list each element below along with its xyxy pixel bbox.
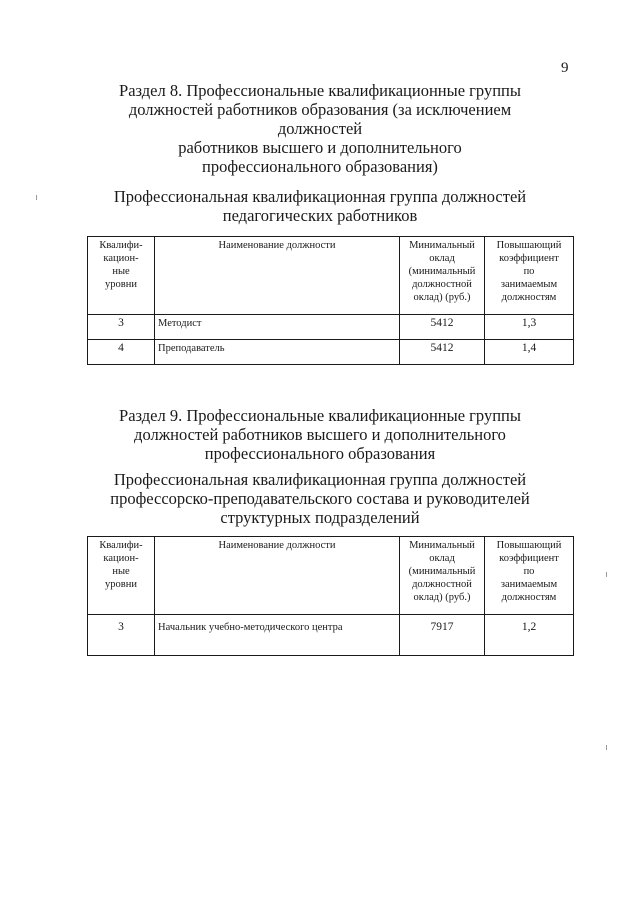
- section-9-table: [87, 536, 574, 656]
- section-8-title-line: должностей работников образования (за исключением должностей: [128, 100, 512, 138]
- header-coefficient: Повышающий коэффициент по занимаемым должностям: [485, 537, 574, 615]
- section-9-group-title-line: Профессиональная квалификационная группа должностей: [113, 470, 527, 489]
- cell-position: Начальник учебно-методического центра: [155, 615, 400, 656]
- header-position: Наименование должности: [155, 537, 400, 615]
- cell-level: 3: [88, 615, 155, 656]
- cell-coefficient: 1,4: [485, 340, 574, 365]
- cell-position: Методист: [155, 315, 400, 340]
- section-8-group-title-line: Профессиональная квалификационная группа должностей: [113, 187, 527, 206]
- scan-mark: [36, 195, 37, 200]
- cell-salary: 5412: [400, 315, 485, 340]
- section-9-title-line: должностей работников высшего и дополнительного: [134, 425, 506, 444]
- cell-salary: 5412: [400, 340, 485, 365]
- table-row: [88, 315, 574, 340]
- cell-level: 4: [88, 340, 155, 365]
- section-9-title: [90, 406, 550, 463]
- section-8-table: [87, 236, 574, 365]
- cell-position: Преподаватель: [155, 340, 400, 365]
- section-9-group-title-line: профессорско-преподавательского состава и руководителей: [110, 489, 530, 508]
- header-level: Квалифи- кацион- ные уровни: [88, 537, 155, 615]
- table-row: [88, 340, 574, 365]
- section-8-group-title-line: педагогических работников: [222, 206, 418, 225]
- scan-mark: [606, 572, 607, 577]
- header-position: Наименование должности: [155, 237, 400, 315]
- section-8-title: [90, 81, 550, 176]
- cell-coefficient: 1,2: [485, 615, 574, 656]
- header-salary: Минимальный оклад (минимальный должностной оклад) (руб.): [400, 237, 485, 315]
- section-9-group-title-line: структурных подразделений: [220, 508, 420, 527]
- header-salary: Минимальный оклад (минимальный должностной оклад) (руб.): [400, 537, 485, 615]
- page-number: 9: [561, 60, 569, 76]
- section-9-title-line: Раздел 9. Профессиональные квалификационные группы: [119, 406, 521, 425]
- section-9-title-line: профессионального образования: [204, 444, 436, 463]
- table-header-row: [88, 537, 574, 615]
- section-8-group-title: [90, 187, 550, 225]
- cell-coefficient: 1,3: [485, 315, 574, 340]
- table-header-row: [88, 237, 574, 315]
- table-row: [88, 615, 574, 656]
- header-level: Квалифи- кацион- ные уровни: [88, 237, 155, 315]
- section-8-title-line: работников высшего и дополнительного: [178, 138, 462, 157]
- scan-mark: [606, 745, 607, 750]
- section-8-title-line: профессионального образования): [202, 157, 438, 176]
- header-coefficient: Повышающий коэффициент по занимаемым должностям: [485, 237, 574, 315]
- section-8-title-line: Раздел 8. Профессиональные квалификационные группы: [119, 81, 521, 100]
- section-9-group-title: [90, 470, 550, 527]
- cell-salary: 7917: [400, 615, 485, 656]
- cell-level: 3: [88, 315, 155, 340]
